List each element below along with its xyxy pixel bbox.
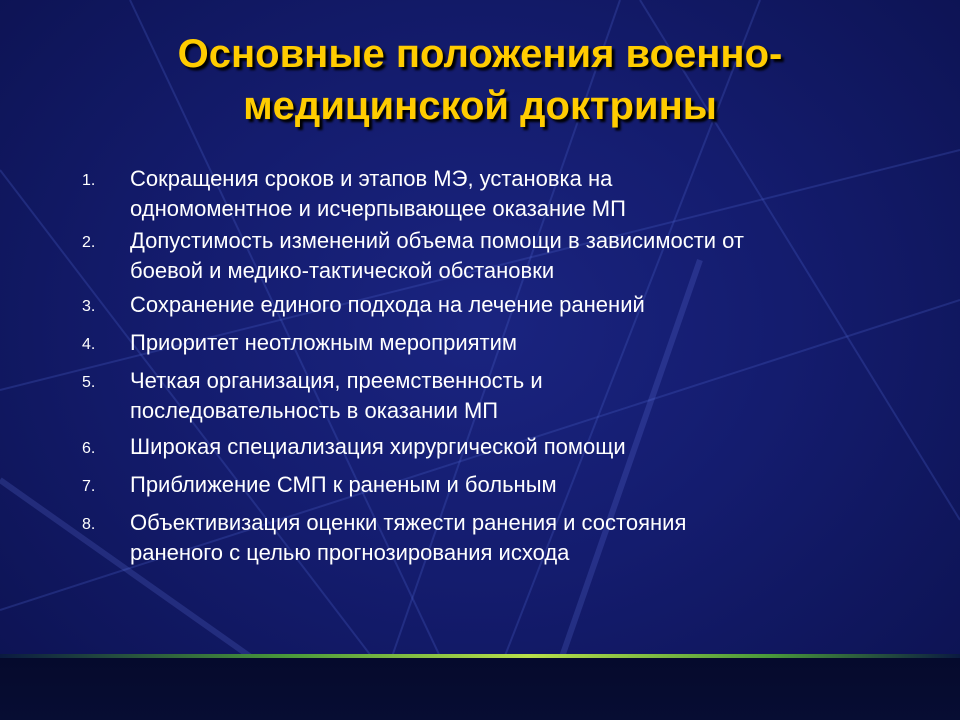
item-line: раненого с целью прогнозирования исхода: [130, 540, 570, 565]
item-text: [130, 290, 645, 320]
list-item: [82, 366, 902, 426]
item-text: [130, 508, 686, 568]
item-line: Приоритет неотложным мероприятим: [130, 330, 518, 355]
title-line: Основные положения военно-: [177, 32, 783, 76]
item-line: последовательность в оказании МП: [130, 398, 499, 423]
item-number: 3.: [82, 298, 96, 315]
item-number: 1.: [82, 172, 96, 189]
item-text: [130, 432, 626, 462]
item-line: Объективизация оценки тяжести ранения и состояния: [130, 510, 687, 535]
list-item: [82, 164, 902, 224]
bottom-bar: [0, 654, 960, 720]
item-number: 5.: [82, 374, 96, 391]
item-number: 6.: [82, 440, 96, 457]
list-item: [82, 290, 902, 322]
item-line: Сохранение единого подхода на лечение ранений: [130, 292, 645, 317]
item-line: Сокращения сроков и этапов МЭ, установка на: [130, 166, 613, 191]
item-text: [130, 226, 744, 286]
item-line: боевой и медико-тактической обстановки: [130, 258, 555, 283]
item-text: [130, 470, 557, 500]
list-item: [82, 226, 902, 286]
item-text: [130, 164, 626, 224]
item-line: Приближение СМП к раненым и больным: [130, 472, 557, 497]
item-number: 8.: [82, 516, 96, 533]
slide-title: [0, 28, 960, 132]
item-text: [130, 328, 517, 358]
item-text: [130, 366, 543, 426]
item-number: 2.: [82, 234, 96, 251]
title-line: медицинской доктрины: [243, 84, 717, 128]
item-line: Четкая организация, преемственность и: [130, 368, 543, 393]
list-item: [82, 432, 902, 464]
list-item: [82, 328, 902, 360]
accent-line: [0, 654, 960, 658]
item-line: одномоментное и исчерпывающее оказание МП: [130, 196, 626, 221]
item-number: 4.: [82, 336, 96, 353]
doctrine-list: [82, 164, 902, 568]
list-item: [82, 508, 902, 568]
list-item: [82, 470, 902, 502]
item-line: Широкая специализация хирургической помощи: [130, 434, 626, 459]
item-line: Допустимость изменений объема помощи в зависимости от: [130, 228, 745, 253]
item-number: 7.: [82, 478, 96, 495]
